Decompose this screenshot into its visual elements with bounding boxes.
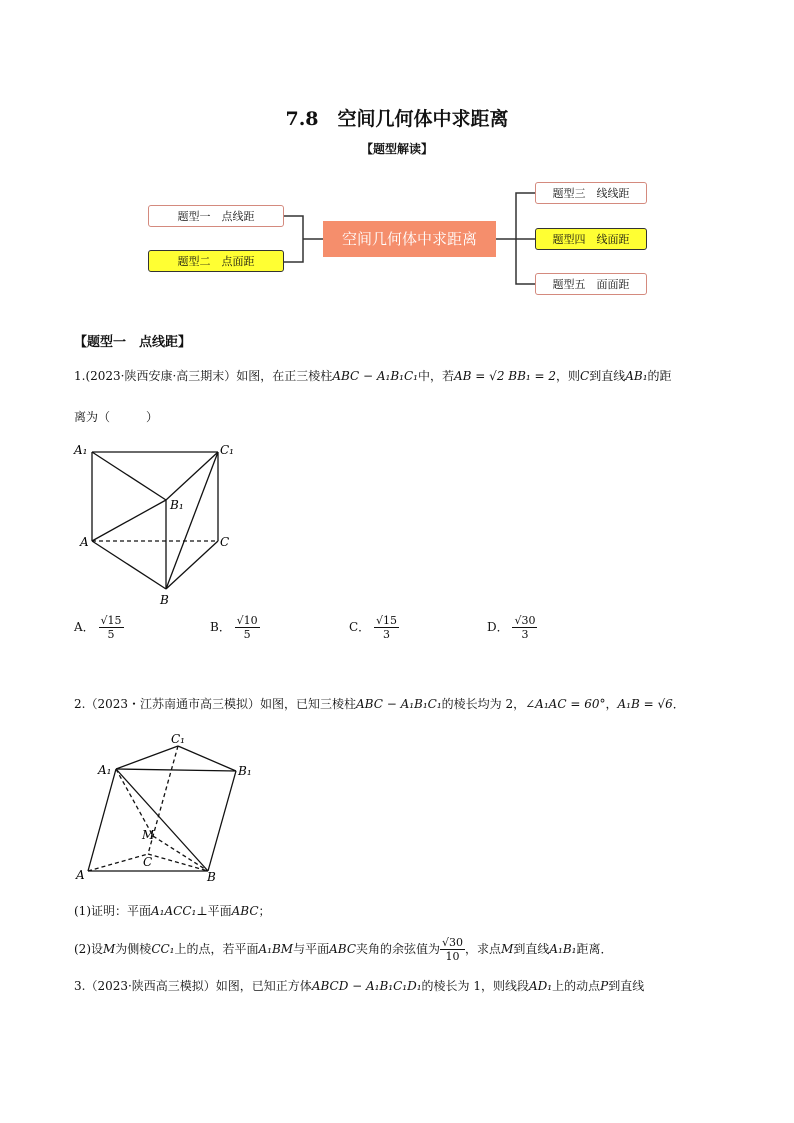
q2-part2-edge: CC₁ xyxy=(151,942,175,956)
q1-text: 到直线 xyxy=(589,369,626,383)
q1-prism-figure xyxy=(70,438,250,610)
mindmap-node-type4: 题型四 线面距 xyxy=(535,228,647,250)
q2-label-B1: B₁ xyxy=(238,764,252,778)
q1-condition-expr: AB = √2 BB₁ = 2 xyxy=(454,369,557,383)
q2-prism-expr: ABC − A₁B₁C₁ xyxy=(356,697,442,711)
q2-label-A: A xyxy=(76,868,85,882)
q1-option-c-key: C． xyxy=(349,620,371,634)
mindmap-connectors xyxy=(0,0,794,320)
mindmap-node-type1: 题型一 点线距 xyxy=(148,205,284,227)
question-3-line-1 xyxy=(74,977,644,995)
q2-part2-text: (2)设 xyxy=(74,942,103,956)
q2-label-A1: A₁ xyxy=(98,763,112,777)
q1-line-expr: AB₁ xyxy=(625,369,648,383)
q2-part2-text: 为侧棱 xyxy=(115,942,152,956)
q2-length-expr: A₁B = √6 xyxy=(617,697,673,711)
q1-option-d-num: √30 xyxy=(514,614,536,627)
q1-option-b-key: B． xyxy=(210,620,231,634)
q2-part2-text: 夹角的余弦值为 xyxy=(356,942,441,956)
q2-part2-point: M xyxy=(103,942,116,956)
q2-part2-text: 距离． xyxy=(576,942,613,956)
q2-part2-plane-abc: ABC xyxy=(329,942,357,956)
q3-cube-expr: ABCD − A₁B₁C₁D₁ xyxy=(311,979,422,993)
q2-part2-text: 到直线 xyxy=(513,942,550,956)
q1-text: 中，若 xyxy=(417,369,454,383)
mindmap-node-type5: 题型五 面面距 xyxy=(535,273,647,295)
q2-text: ． xyxy=(672,697,685,711)
q2-part2-text: 与平面 xyxy=(293,942,330,956)
q1-option-b-num: √10 xyxy=(236,614,258,627)
q1-text: 的距 xyxy=(647,369,672,383)
q2-part1-text: (1)证明：平面 xyxy=(74,904,151,918)
q1-point: C xyxy=(580,369,590,383)
q2-angle-expr: ∠A₁AC = 60° xyxy=(525,697,606,711)
q1-text: ，则 xyxy=(556,369,581,383)
q2-prism-figure xyxy=(70,728,270,888)
q2-text: ， xyxy=(605,697,618,711)
page-subtitle: 【题型解读】 xyxy=(360,142,433,156)
q2-text: 2.（2023・江苏南通市高三模拟）如图，已知三棱柱 xyxy=(74,697,356,711)
q3-text: 到直线 xyxy=(608,979,645,993)
q2-part1-text: ； xyxy=(258,904,271,918)
q1-prism-expr: ABC − A₁B₁C₁ xyxy=(332,369,418,383)
q3-text: 上的动点 xyxy=(552,979,601,993)
question-1-line-1 xyxy=(74,367,672,385)
q2-part2-text: 上的点，若平面 xyxy=(174,942,259,956)
q2-part1-plane-abc: ABC xyxy=(231,904,259,918)
q1-label-C: C xyxy=(220,535,230,549)
q3-point: P xyxy=(600,979,609,993)
page-title: 7.8 空间几何体中求距离 xyxy=(285,108,509,130)
q1-option-a-key: A． xyxy=(74,620,95,634)
q2-part2-line: A₁B₁ xyxy=(549,942,577,956)
q2-part1-plane: A₁ACC₁ xyxy=(151,904,197,918)
q2-label-M: M xyxy=(142,828,155,842)
mindmap-center-node: 空间几何体中求距离 xyxy=(323,221,496,257)
q1-option-d-key: D． xyxy=(487,620,509,634)
q3-segment-expr: AD₁ xyxy=(529,979,553,993)
q2-part2-text: ，求点 xyxy=(465,942,502,956)
q2-part2-point: M xyxy=(501,942,514,956)
q1-label-A: A xyxy=(80,535,89,549)
q1-option-c-den: 3 xyxy=(383,628,391,641)
q2-label-B: B xyxy=(207,870,216,884)
q1-label-B1: B₁ xyxy=(170,498,184,512)
q1-option-d[interactable] xyxy=(487,614,537,641)
q3-text: 3.（2023·陕西高三模拟）如图，已知正方体 xyxy=(74,979,312,993)
q1-option-c-num: √15 xyxy=(376,614,398,627)
q1-label-B: B xyxy=(160,593,169,607)
question-2-part-2 xyxy=(74,934,613,964)
q1-text: 1.(2023·陕西安康·高三期末）如图，在正三棱柱 xyxy=(74,369,333,383)
q2-part1-text: ⊥平面 xyxy=(196,904,232,918)
q2-label-C: C xyxy=(143,855,153,869)
q2-text: 的棱长均为 2， xyxy=(441,697,526,711)
q2-part2-plane: A₁BM xyxy=(258,942,294,956)
q1-option-b[interactable] xyxy=(210,614,260,641)
question-2-part-1 xyxy=(74,902,271,920)
q1-option-a-den: 5 xyxy=(107,628,115,641)
mindmap-node-type3: 题型三 线线距 xyxy=(535,182,647,204)
q2-part2-frac-num: √30 xyxy=(442,936,464,949)
q3-text: 的棱长为 1，则线段 xyxy=(421,979,529,993)
question-1-line-2: 离为（ ） xyxy=(74,410,159,424)
q2-part2-frac-den: 10 xyxy=(445,950,460,963)
question-2-line-1 xyxy=(74,695,685,713)
q1-label-A1: A₁ xyxy=(74,443,88,457)
mindmap-node-type2: 题型二 点面距 xyxy=(148,250,284,272)
q1-option-c[interactable] xyxy=(349,614,399,641)
q1-option-a-num: √15 xyxy=(100,614,122,627)
q2-label-C1: C₁ xyxy=(171,732,185,746)
q1-option-a[interactable] xyxy=(74,614,124,641)
q1-option-b-den: 5 xyxy=(243,628,251,641)
section-heading-type1: 【题型一 点线距】 xyxy=(74,335,192,350)
q1-label-C1: C₁ xyxy=(220,443,234,457)
q1-option-d-den: 3 xyxy=(521,628,529,641)
